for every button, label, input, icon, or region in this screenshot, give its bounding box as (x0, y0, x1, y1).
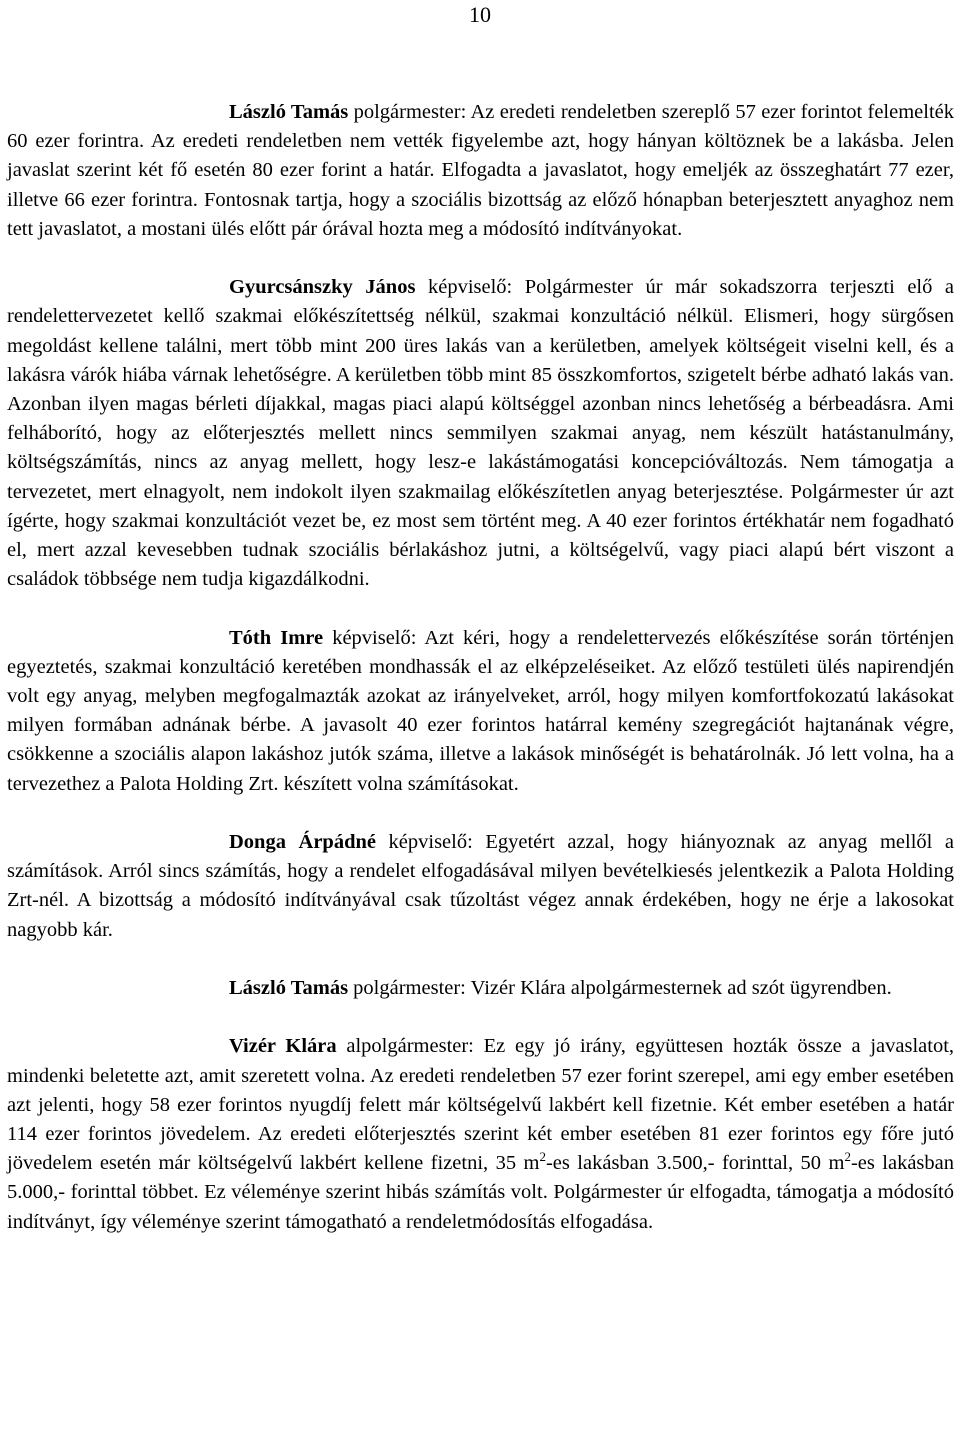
statement-text: Ez egy jó irány, együttesen hozták össze a javaslatot, mindenki beletette azt, amit szeretett volna. Az eredeti rendeletben 57 ezer forint szerepel, ami egy ember esetében azt jelenti, hogy 58 ezer forintos nyugdíj felett már költségelvű lakbért kell fizetnie. Két ember esetében a határ 114 ezer forintos jövedelem. Az eredeti előterjesztés szerint két ember esetében 81 ezer forintos egy főre jutó jövedelem esetén már költségelvű lakbért kellene fizetni, 35 m (7, 1035, 955, 1175)
speaker-name: Vizér Klára (229, 1035, 337, 1058)
statement-text: Polgármester úr már sokadszorra terjeszti elő a rendelettervezetet kellő szakmai előkészítettség nélkül, szakmai konzultáció nélkül. Elismeri, hogy sürgősen megoldást kellene találni, mert több mint 200 üres lakás van a kerületben, amelyek költségeit viselni kell, és a lakásra várók hiába várnak lehetőségre. A kerületben több mint 85 összkomfortos, szigetelt bérbe adható lakás van. Azonban ilyen magas bérleti díjakkal, magas piaci alapú költséggel azonban nincs lehetőség a bérbeadásra. Ami felháborító, hogy az előterjesztés mellett nincs semmilyen szakmai anyag, nem készült hatástanulmány, költségszámítás, nincs az anyag mellett, hogy lesz-e lakástámogatási koncepcióváltozás. Nem támogatja a tervezetet, mert elnagyolt, nem indokolt ilyen szakmailag előkészítetlen anyag beterjesztése. Polgármester úr azt ígérte, hogy szakmai konzultációt vezet be, ez most sem történt meg. A 40 ezer forintos értékhatár nem fogadható el, mert azzal kevesebben tudnak szociális bérlakáshoz jutni, a költségelvű, vagy piaci alapú bért viszont a családok többsége nem tudja kigazdálkodni. (7, 276, 955, 591)
superscript-squared: 2 (539, 1149, 546, 1165)
statement-text: Egyetért azzal, hogy hiányoznak az anyag mellől a számítások. Arról sincs számítás, hogy a rendelet elfogadásával milyen bevételkiesés jelentkezik a Palota Holding Zrt-nél. A bizottság a módosító indítványával csak tűzoltást végez annak érdekében, hogy ne érje a lakosokat nagyobb kár. (7, 831, 955, 941)
speaker-name: Tóth Imre (229, 626, 324, 649)
paragraph-gyurcsanszky-janos (7, 273, 954, 594)
page-number: 10 (469, 2, 491, 27)
minutes-body (7, 98, 954, 1266)
speaker-role: képviselő: (427, 276, 513, 299)
speaker-name: Gyurcsánszky János (229, 276, 416, 299)
paragraph-toth-imre (7, 624, 954, 799)
paragraph-donga-arpadne (7, 828, 954, 945)
speaker-name: Donga Árpádné (229, 831, 376, 854)
speaker-role: alpolgármester: (346, 1035, 474, 1058)
speaker-name: László Tamás (229, 977, 349, 1000)
paragraph-laszlo-tamas-1 (7, 98, 954, 244)
speaker-role: képviselő: (332, 626, 417, 649)
statement-text: -es lakásban 5.000,- forinttal többet. Ez véleménye szerint hibás számítás volt. Polgármester úr elfogadta, támogatja a módosító indítványt, így véleménye szerint támogatható a rendeletmódosítás elfogadása. (7, 1152, 954, 1233)
statement-text: Azt kéri, hogy a rendelettervezés előkészítése során történjen egyeztetés, szakmai konzultáció keretében mondhassák el az elképzeléseiket. Az előző testületi ülés napirendjén volt egy anyag, melyben megfogalmazták azokat az irányelveket, arról, hogy milyen komfortfokozatú lakásokat milyen formában adnának bérbe. A javasolt 40 ezer forintos határral kemény szegregációt hajtanának végre, csökkenne a szociális alapon lakáshoz jutók száma, illetve a lakások minőségét is behatárolnák. Jó lett volna, ha a tervezethez a Palota Holding Zrt. készített volna számításokat. (7, 626, 955, 795)
speaker-name: László Tamás (229, 101, 349, 123)
paragraph-laszlo-tamas-2 (7, 974, 954, 1003)
statement-text: Vizér Klára alpolgármesternek ad szót ügyrendben. (470, 977, 892, 1000)
speaker-role: képviselő: (388, 831, 473, 854)
speaker-role: polgármester: (353, 977, 466, 1000)
statement-text: Az eredeti rendeletben szereplő 57 ezer forintot felemelték 60 ezer forintra. Az eredeti rendeletben nem vették figyelembe azt, hogy hányan költöznek be a lakásba. Jelen javaslat szerint két fő esetén 80 ezer forint a határ. Elfogadta a javaslatot, hogy emeljék az összeghatárt 77 ezer, illetve 66 ezer forintra. Fontosnak tartja, hogy a szociális bizottság az előző hónapban beterjesztett anyaghoz nem tett javaslatot, a mostani ülés előtt pár órával hozta meg a módosító indítványokat. (7, 101, 954, 240)
superscript-squared: 2 (844, 1149, 851, 1165)
statement-text: -es lakásban 3.500,- forinttal, 50 m (545, 1152, 845, 1175)
speaker-role: polgármester: (353, 101, 467, 123)
paragraph-vizer-klara (7, 1032, 954, 1236)
